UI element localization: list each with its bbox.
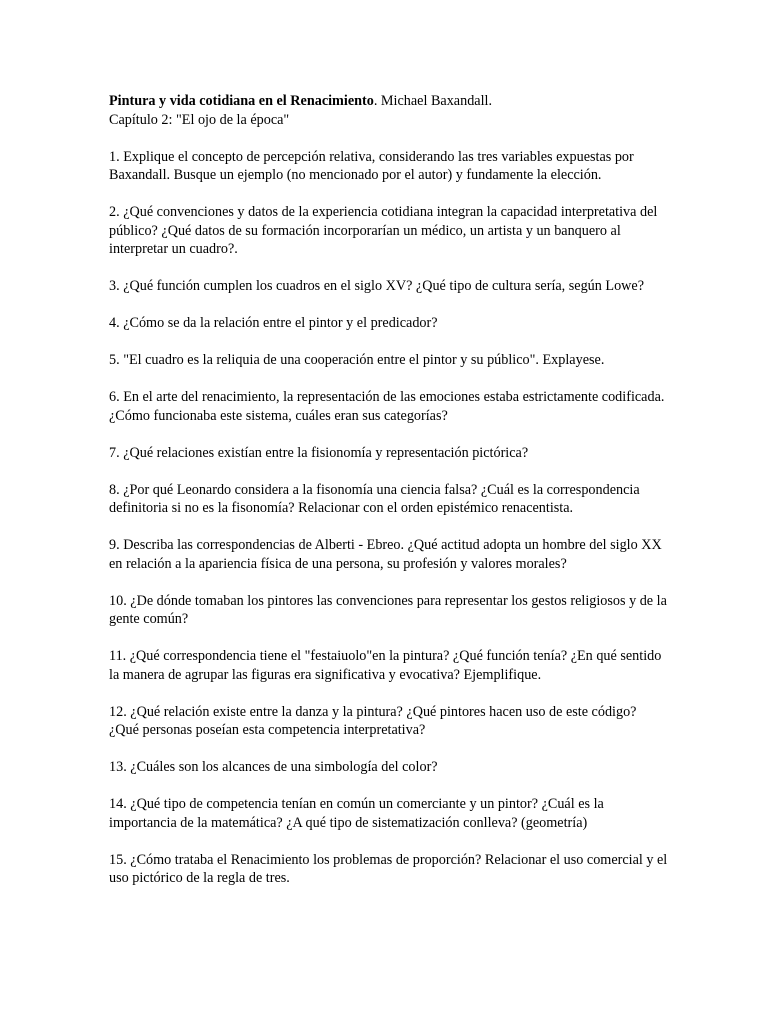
question-15: 15. ¿Cómo trataba el Renacimiento los problemas de proporción? Relacionar el uso comercial y el uso pictórico de la regla de tres. <box>109 851 668 886</box>
question-5: 5. "El cuadro es la reliquia de una cooperación entre el pintor y su público". Explayese. <box>109 352 605 368</box>
question-7: 7. ¿Qué relaciones existían entre la fisionomía y representación pictórica? <box>109 444 529 461</box>
question-12: 12. ¿Qué relación existe entre la danza y la pintura? ¿Qué pintores hacen uso de este código? ¿Qué personas poseían esta competencia interpretativa? <box>109 703 637 738</box>
question-9: 9. Describa las correspondencias de Alberti - Ebreo. ¿Qué actitud adopta un hombre del siglo XX en relación a la apariencia física de una persona, su profesión y valores morales? <box>109 537 662 572</box>
question-4: 4. ¿Cómo se da la relación entre el pintor y el predicador? <box>109 315 438 331</box>
document-body <box>109 92 669 906</box>
question-2: 2. ¿Qué convenciones y datos de la experiencia cotidiana integran la capacidad interpretativa del público? ¿Qué datos de su formación incorporarían un médico, un artista y un banquero al interpretar un cuadro?. <box>109 204 658 257</box>
question-8: 8. ¿Por qué Leonardo considera a la fisonomía una ciencia falsa? ¿Cuál es la correspondencia definitoria si no es la fisonomía? Relacionar con el orden epistémico renacentista. <box>109 481 640 516</box>
title-line <box>109 92 669 111</box>
question-6: 6. En el arte del renacimiento, la representación de las emociones estaba estrictamente codificada. ¿Cómo funcionaba este sistema, cuáles eran sus categorías? <box>109 389 665 424</box>
question-1: 1. Explique el concepto de percepción relativa, considerando las tres variables expuestas por Baxandall. Busque un ejemplo (no mencionado por el autor) y fundamente la elección. <box>109 148 634 183</box>
question-14: 14. ¿Qué tipo de competencia tenían en común un comerciante y un pintor? ¿Cuál es la importancia de la matemática? ¿A qué tipo de sistematización conlleva? (geometría) <box>109 796 604 831</box>
document-header <box>109 92 669 129</box>
document-author: . Michael Baxandall. <box>373 93 493 109</box>
chapter-title: Capítulo 2: "El ojo de la época" <box>109 111 290 128</box>
question-11: 11. ¿Qué correspondencia tiene el "festaiuolo"en la pintura? ¿Qué función tenía? ¿En qué sentido la manera de agrupar las figuras era significativa y evocativa? Ejemplifique. <box>109 648 662 683</box>
question-13: 13. ¿Cuáles son los alcances de una simbología del color? <box>109 759 438 775</box>
question-10: 10. ¿De dónde tomaban los pintores las convenciones para representar los gestos religiosos y de la gente común? <box>109 592 667 627</box>
document-title: Pintura y vida cotidiana en el Renacimiento <box>109 93 374 109</box>
question-3: 3. ¿Qué función cumplen los cuadros en el siglo XV? ¿Qué tipo de cultura sería, según Lowe? <box>109 278 645 294</box>
